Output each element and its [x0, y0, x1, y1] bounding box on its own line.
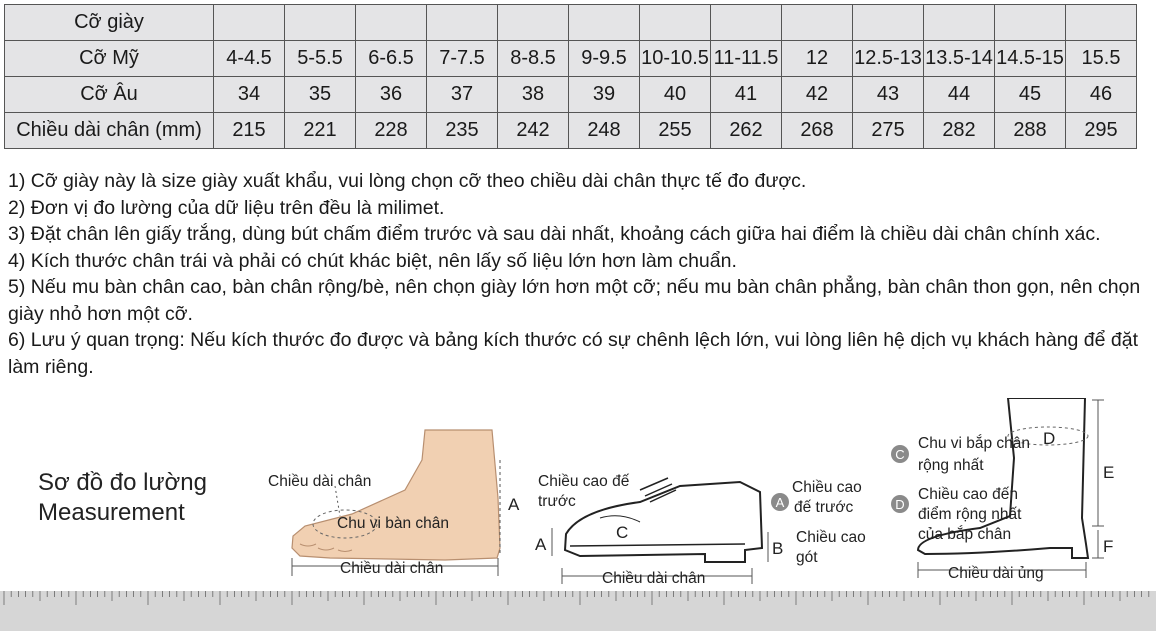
row-header: Cỡ Âu: [5, 77, 214, 113]
foot-length-bottom-label: Chiều dài chân: [340, 560, 444, 577]
table-cell: 6-6.5: [356, 41, 427, 77]
diagram-title-en: Measurement: [38, 499, 185, 526]
size-table: [4, 4, 1137, 149]
foot-girth-label: Chu vi bàn chân: [337, 515, 450, 532]
legend-a-label-1: Chiều cao: [792, 479, 862, 496]
table-cell: [214, 5, 285, 41]
table-cell: 262: [711, 113, 782, 149]
table-cell: [782, 5, 853, 41]
boot-illustration: [891, 398, 1114, 582]
badge-d-letter: D: [895, 497, 905, 512]
table-cell: 248: [569, 113, 640, 149]
measurement-diagram: [0, 398, 1156, 631]
table-cell: 268: [782, 113, 853, 149]
table-cell: 8-8.5: [498, 41, 569, 77]
row-header: Chiều dài chân (mm): [5, 113, 214, 149]
table-cell: 7-7.5: [427, 41, 498, 77]
table-cell: 255: [640, 113, 711, 149]
table-cell: 215: [214, 113, 285, 149]
notes-section: [8, 168, 1148, 380]
calf-height-label-3: của bắp chân: [918, 526, 1012, 543]
note-2: 2) Đơn vị đo lường của dữ liệu trên đều là milimet.: [8, 196, 445, 219]
front-sole-height-label-2: trước: [538, 493, 576, 510]
table-cell: 44: [924, 77, 995, 113]
table-cell: 9-9.5: [569, 41, 640, 77]
table-cell: 295: [1066, 113, 1137, 149]
foot-shape: [292, 430, 500, 560]
table-row: [5, 41, 1137, 77]
ruler: [0, 591, 1156, 631]
table-cell: 43: [853, 77, 924, 113]
table-cell: 282: [924, 113, 995, 149]
table-cell: 37: [427, 77, 498, 113]
note-5: 5) Nếu mu bàn chân cao, bàn chân rộng/bè, nên chọn giày lớn hơn một cỡ; nếu mu bàn chân phẳng, bàn chân thon gọn, nên chọn giày nhỏ hơn một cỡ.: [8, 276, 1141, 325]
table-cell: 45: [995, 77, 1066, 113]
boot-marker-d: D: [1043, 429, 1056, 448]
table-cell: [711, 5, 782, 41]
table-cell: 36: [356, 77, 427, 113]
heel-height-label-2: gót: [796, 549, 818, 566]
table-cell: [640, 5, 711, 41]
calf-height-label-2: điểm rộng nhất: [918, 506, 1022, 523]
table-cell: 39: [569, 77, 640, 113]
foot-illustration: [268, 430, 520, 577]
calf-girth-label-1: Chu vi bắp chân: [918, 435, 1031, 452]
table-cell: 46: [1066, 77, 1137, 113]
table-cell: 13.5-14: [924, 41, 995, 77]
table-cell: [853, 5, 924, 41]
table-cell: 221: [285, 113, 356, 149]
table-cell: [498, 5, 569, 41]
badge-a-letter: A: [775, 495, 785, 510]
row-header: Cỡ Mỹ: [5, 41, 214, 77]
note-3: 3) Đặt chân lên giấy trắng, dùng bút chấm điểm trước và sau dài nhất, khoảng cách giữa hai điểm là chiều dài chân chính xác.: [8, 223, 1101, 245]
table-cell: 275: [853, 113, 924, 149]
table-cell: 15.5: [1066, 41, 1137, 77]
shoe-marker-a: A: [535, 535, 547, 554]
heel-height-label-1: Chiều cao: [796, 529, 866, 546]
table-cell: 11-11.5: [711, 41, 782, 77]
row-header: Cỡ giày: [5, 5, 214, 41]
table-cell: [356, 5, 427, 41]
table-cell: 38: [498, 77, 569, 113]
note-1: 1) Cỡ giày này là size giày xuất khẩu, vui lòng chọn cỡ theo chiều dài chân thực tế đo được.: [8, 170, 807, 192]
table-cell: 12: [782, 41, 853, 77]
table-cell: 34: [214, 77, 285, 113]
table-cell: 14.5-15: [995, 41, 1066, 77]
table-cell: 12.5-13: [853, 41, 924, 77]
table-cell: 40: [640, 77, 711, 113]
front-sole-height-label-1: Chiều cao đế: [538, 473, 630, 490]
table-cell: 10-10.5: [640, 41, 711, 77]
table-cell: [569, 5, 640, 41]
shoe-illustration: [535, 473, 866, 587]
table-cell: [285, 5, 356, 41]
table-cell: 288: [995, 113, 1066, 149]
shoe-marker-c: C: [616, 523, 629, 542]
calf-girth-label-2: rộng nhất: [918, 457, 984, 474]
table-cell: 5-5.5: [285, 41, 356, 77]
table-row: [5, 113, 1137, 149]
shoe-marker-b: B: [772, 539, 784, 558]
ruler-bar: [0, 591, 1156, 631]
table-cell: 235: [427, 113, 498, 149]
boot-marker-f: F: [1103, 537, 1114, 556]
boot-marker-e: E: [1103, 463, 1115, 482]
table-cell: [924, 5, 995, 41]
table-cell: 42: [782, 77, 853, 113]
table-cell: 35: [285, 77, 356, 113]
table-cell: 4-4.5: [214, 41, 285, 77]
foot-length-top-label: Chiều dài chân: [268, 473, 372, 490]
note-4: 4) Kích thước chân trái và phải có chút khác biệt, nên lấy số liệu lớn hơn làm chuẩn.: [8, 249, 737, 272]
diagram-title-vi: Sơ đồ đo lường: [38, 469, 207, 496]
shoe-shape: [565, 482, 762, 562]
calf-height-label-1: Chiều cao đến: [918, 486, 1018, 503]
shoe-length-label: Chiều dài chân: [602, 570, 706, 587]
table-cell: [995, 5, 1066, 41]
table-cell: [1066, 5, 1137, 41]
table-row: [5, 77, 1137, 113]
table-cell: [427, 5, 498, 41]
table-cell: 228: [356, 113, 427, 149]
boot-length-label: Chiều dài ủng: [948, 565, 1044, 582]
table-row: [5, 5, 1137, 41]
badge-c-letter: C: [895, 447, 905, 462]
table-cell: 41: [711, 77, 782, 113]
note-6: 6) Lưu ý quan trọng: Nếu kích thước đo được và bảng kích thước có sự chênh lệch lớn, vui lòng liên hệ dịch vụ khách hàng để đặt làm riêng.: [8, 329, 1138, 378]
foot-height-marker: A: [508, 495, 520, 514]
table-cell: 242: [498, 113, 569, 149]
legend-a-label-2: đế trước: [794, 499, 854, 516]
